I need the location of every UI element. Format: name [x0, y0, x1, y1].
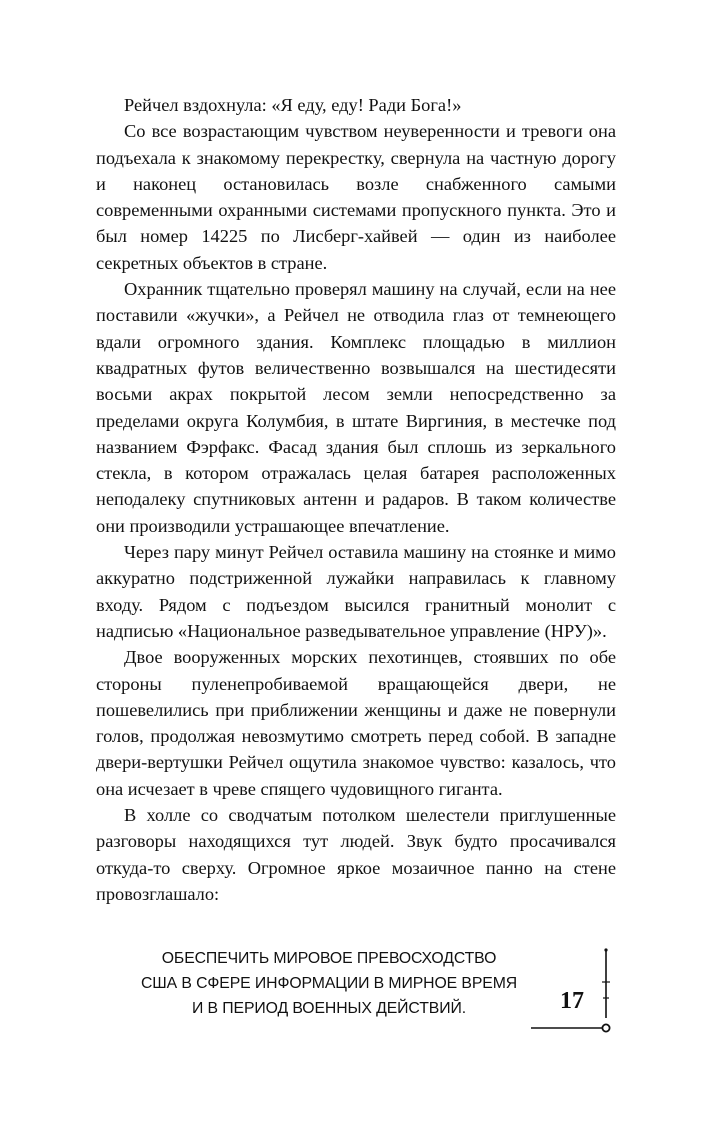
paragraph-5: Двое вооруженных морских пехотинцев, стоявших по обе стороны пуленепробиваемой вращающейся двери, не пошевелились при приближении женщины и даже не повернули голов, продолжая невозмутимо смотреть перед собой. В западне двери-вертушки Рейчел ощутила знакомое чувство: казалось, что она исчезает в чреве спящего чудовищного гиганта.: [96, 647, 616, 799]
paragraph-6: В холле со сводчатым потолком шелестели приглушенные разговоры находящихся тут людей. Звук будто просачивался откуда-то сверху. Огромное яркое мозаичное панно на стене провозглашало:: [96, 805, 616, 904]
motto-inscription: [98, 946, 560, 1021]
paragraph-1: Рейчел вздохнула: «Я еду, еду! Ради Бога!»: [124, 95, 462, 115]
motto-line-2: США В СФЕРЕ ИНФОРМАЦИИ В МИРНОЕ ВРЕМЯ: [140, 975, 518, 992]
body-text: [96, 92, 616, 907]
paragraph-4: Через пару минут Рейчел оставила машину на стоянке и мимо аккуратно подстриженной лужайки направилась к главному входу. Рядом с подъездом высился гранитный монолит с надписью «Национальное разведывательное управление (НРУ)».: [96, 542, 616, 641]
paragraph-2: Со все возрастающим чувством неуверенности и тревоги она подъехала к знакомому перекрестку, свернула на частную дорогу и наконец остановилась возле снабженного самыми современными охранными системами пропускного пункта. Это и был номер 14225 по Лисберг-хайвей — один из наиболее секретных объектов в стране.: [96, 121, 616, 273]
motto-line-1: ОБЕСПЕЧИТЬ МИРОВОЕ ПРЕВОСХОДСТВО: [161, 950, 497, 967]
motto-line-3: И В ПЕРИОД ВОЕННЫХ ДЕЙСТВИЙ.: [192, 1000, 466, 1017]
page-number: 17: [560, 988, 584, 1014]
paragraph-3: Охранник тщательно проверял машину на случай, если на нее поставили «жучки», а Рейчел не отводила глаз от темнеющего вдали огромного здания. Комплекс площадью в миллион квадратных футов величественно возвышался на шестидесяти восьми акрах покрытой лесом земли непосредственно за пределами округа Колумбия, в штате Виргиния, в местечке под названием Фэрфакс. Фасад здания был сплошь из зеркального стекла, в котором отражалась целая батарея расположенных неподалеку спутниковых антенн и радаров. В таком количестве они производили устрашающее впечатление.: [96, 279, 616, 536]
